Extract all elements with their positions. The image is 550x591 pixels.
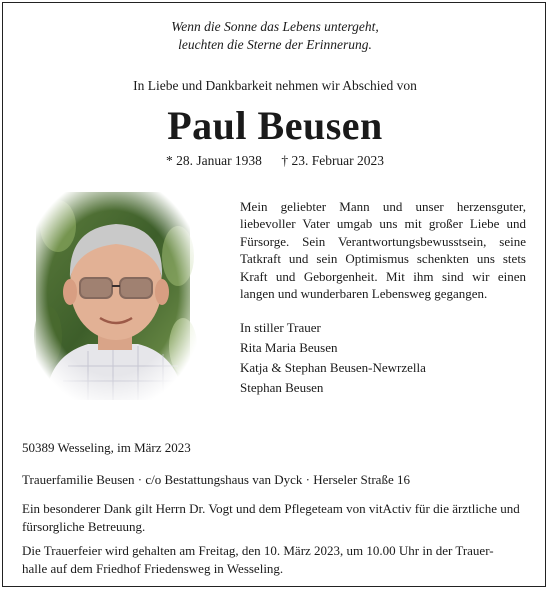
deceased-name: Paul Beusen — [167, 103, 383, 148]
quote-line-1: Wenn die Sonne das Lebens untergeht, — [171, 19, 379, 34]
family-address: Trauerfamilie Beusen · c/o Bestattungshaus van Dyck · Herseler Straße 16 — [22, 472, 410, 487]
death-date: † 23. Februar 2023 — [281, 153, 385, 168]
life-dates — [0, 153, 550, 169]
memorial-quote — [0, 18, 550, 54]
mourner-name: Stephan Beusen — [240, 380, 324, 395]
farewell-intro: In Liebe und Dankbarkeit nehmen wir Abschied von — [133, 78, 417, 93]
mourners-block — [240, 318, 426, 398]
quote-line-2: leuchten die Sterne der Erinnerung. — [178, 37, 372, 52]
portrait-photo — [28, 186, 198, 400]
mourner-name: Katja & Stephan Beusen-Newrzella — [240, 360, 426, 375]
mourners-heading: In stiller Trauer — [240, 320, 321, 335]
thanks-note: Ein besonderer Dank gilt Herrn Dr. Vogt und dem Pflegeteam von vitActiv für die ärztliche und fürsorgliche Betreuung. — [22, 501, 520, 534]
birth-date: * 28. Januar 1938 — [165, 153, 262, 168]
mourner-name: Rita Maria Beusen — [240, 340, 338, 355]
funeral-info — [22, 542, 528, 577]
place-date: 50389 Wesseling, im März 2023 — [22, 440, 191, 455]
funeral-line-1: Die Trauerfeier wird gehalten am Freitag, den 10. März 2023, um 10.00 Uhr in der Trauer- — [22, 543, 494, 558]
funeral-line-2: halle auf dem Friedhof Friedensweg in Wesseling. — [22, 560, 284, 576]
obituary-text: Mein geliebter Mann und unser herzensguter, liebevoller Vater umgab uns mit großer Liebe und Fürsorge. Sein Verantwortungsbewusstsein, seine Tatkraft und sein Optimismus schenkten uns stets Kraft und Geborgenheit. Mit ihm sind wir einen langen und wunderbaren Lebensweg gegangen. — [240, 199, 526, 302]
